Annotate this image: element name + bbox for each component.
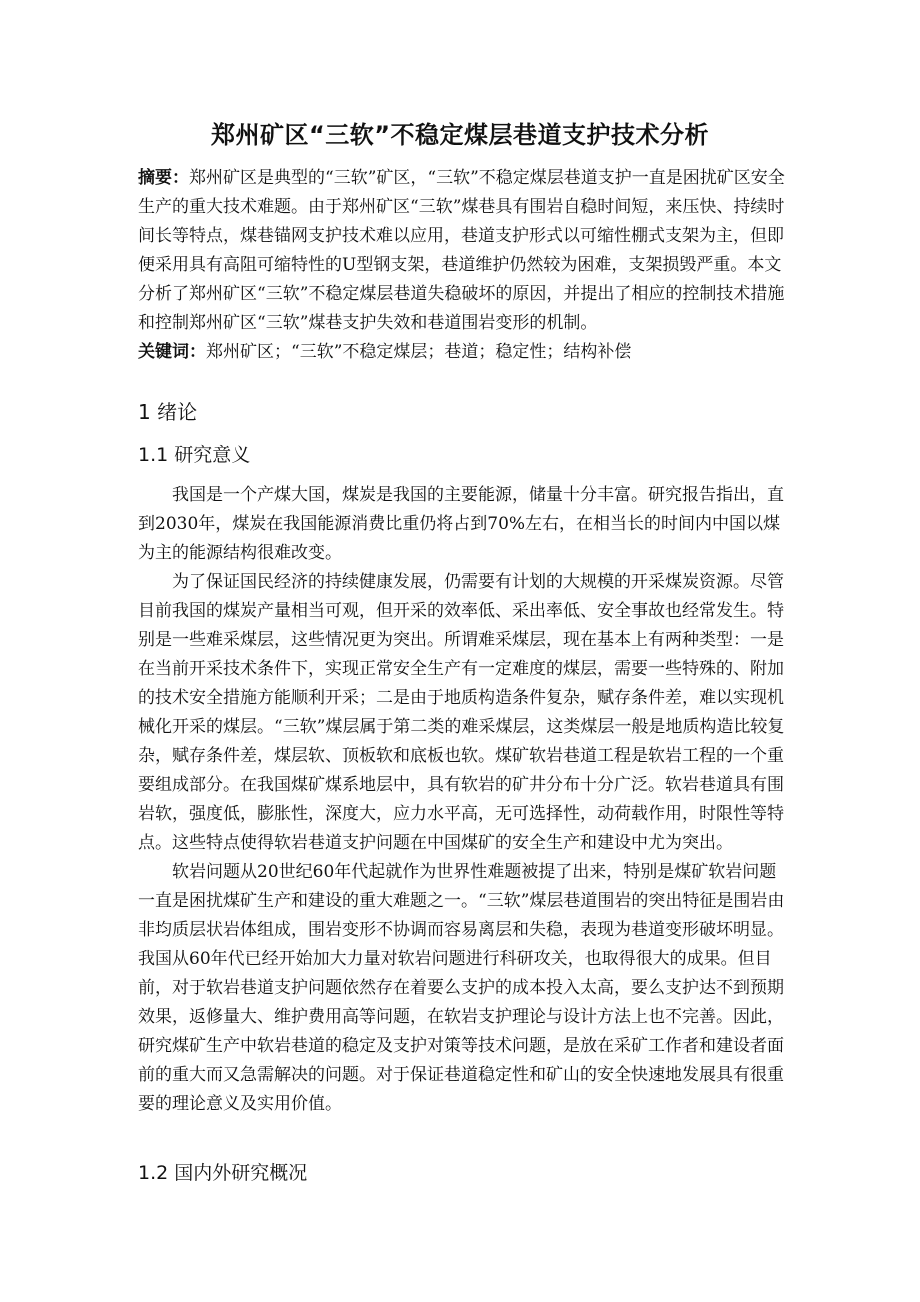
abstract-paragraph <box>138 164 788 338</box>
abstract-text: 郑州矿区是典型的“三软”矿区，“三软”不稳定煤层巷道支护一直是困扰矿区安全生产的重大技术难题。由于郑州矿区“三软”煤巷具有围岩自稳时间短，来压快、持续时间长等特点，煤巷锚网支护技术难以应用，巷道支护形式以可缩性棚式支架为主，但即便采用具有高阻可缩特性的U型钢支架，巷道维护仍然较为困难，支架损毁严重。本文分析了郑州矿区“三软”不稳定煤层巷道失稳破坏的原因，并提出了相应的控制技术措施和控制郑州矿区“三软”煤巷支护失效和巷道围岩变形的机制。 <box>138 168 785 333</box>
abstract-block <box>138 164 788 367</box>
section-1-2-heading: 1.2 国内外研究概况 <box>138 1162 308 1184</box>
abstract-label: 摘要： <box>138 168 189 188</box>
section-1-1-heading: 1.1 研究意义 <box>138 444 251 466</box>
keywords-label: 关键词： <box>138 342 206 362</box>
keywords-paragraph <box>138 338 788 367</box>
body-paragraph-2: 为了保证国民经济的持续健康发展，仍需要有计划的大规模的开采煤炭资源。尽管目前我国的煤炭产量相当可观，但开采的效率低、采出率低、安全事故也经常发生。特别是一些难采煤层，这些情况更为突出。所谓难采煤层，现在基本上有两种类型：一是在当前开采技术条件下，实现正常安全生产有一定难度的煤层，需要一些特殊的、附加的技术安全措施方能顺利开采；二是由于地质构造条件复杂，赋存条件差，难以实现机械化开采的煤层。“三软”煤层属于第二类的难采煤层，这类煤层一般是地质构造比较复杂，赋存条件差，煤层软、顶板软和底板也软。煤矿软岩巷道工程是软岩工程的一个重要组成部分。在我国煤矿煤系地层中，具有软岩的矿井分布十分广泛。软岩巷道具有围岩软，强度低，膨胀性，深度大，应力水平高，无可选择性，动荷载作用，时限性等特点。这些特点使得软岩巷道支护问题在中国煤矿的安全生产和建设中尤为突出。 <box>138 572 785 853</box>
section-1-1-body <box>138 481 788 1119</box>
keywords-text: 郑州矿区；“三软”不稳定煤层；巷道；稳定性；结构补偿 <box>206 342 632 362</box>
body-paragraph-1: 我国是一个产煤大国，煤炭是我国的主要能源，储量十分丰富。研究报告指出，直到2030年，煤炭在我国能源消费比重仍将占到70%左右，在相当长的时间内中国以煤为主的能源结构很难改变。 <box>138 485 784 563</box>
section-1-heading: 1 绪论 <box>138 400 198 424</box>
body-paragraph-3: 软岩问题从20世纪60年代起就作为世界性难题被提了出来，特别是煤矿软岩问题一直是困扰煤矿生产和建设的重大难题之一。“三软”煤层巷道围岩的突出特征是围岩由非均质层状岩体组成，围岩变形不协调而容易离层和失稳，表现为巷道变形破坏明显。我国从60年代已经开始加大力量对软岩问题进行科研攻关，也取得很大的成果。但目前，对于软岩巷道支护问题依然存在着要么支护的成本投入太高，要么支护达不到预期效果，返修量大、维护费用高等问题，在软岩支护理论与设计方法上也不完善。因此，研究煤矿生产中软岩巷道的稳定及支护对策等技术问题，是放在采矿工作者和建设者面前的重大而又急需解决的问题。对于保证巷道稳定性和矿山的安全快速地发展具有很重要的理论意义及实用价值。 <box>138 862 785 1114</box>
document-title: 郑州矿区“三软”不稳定煤层巷道支护技术分析 <box>210 121 710 149</box>
